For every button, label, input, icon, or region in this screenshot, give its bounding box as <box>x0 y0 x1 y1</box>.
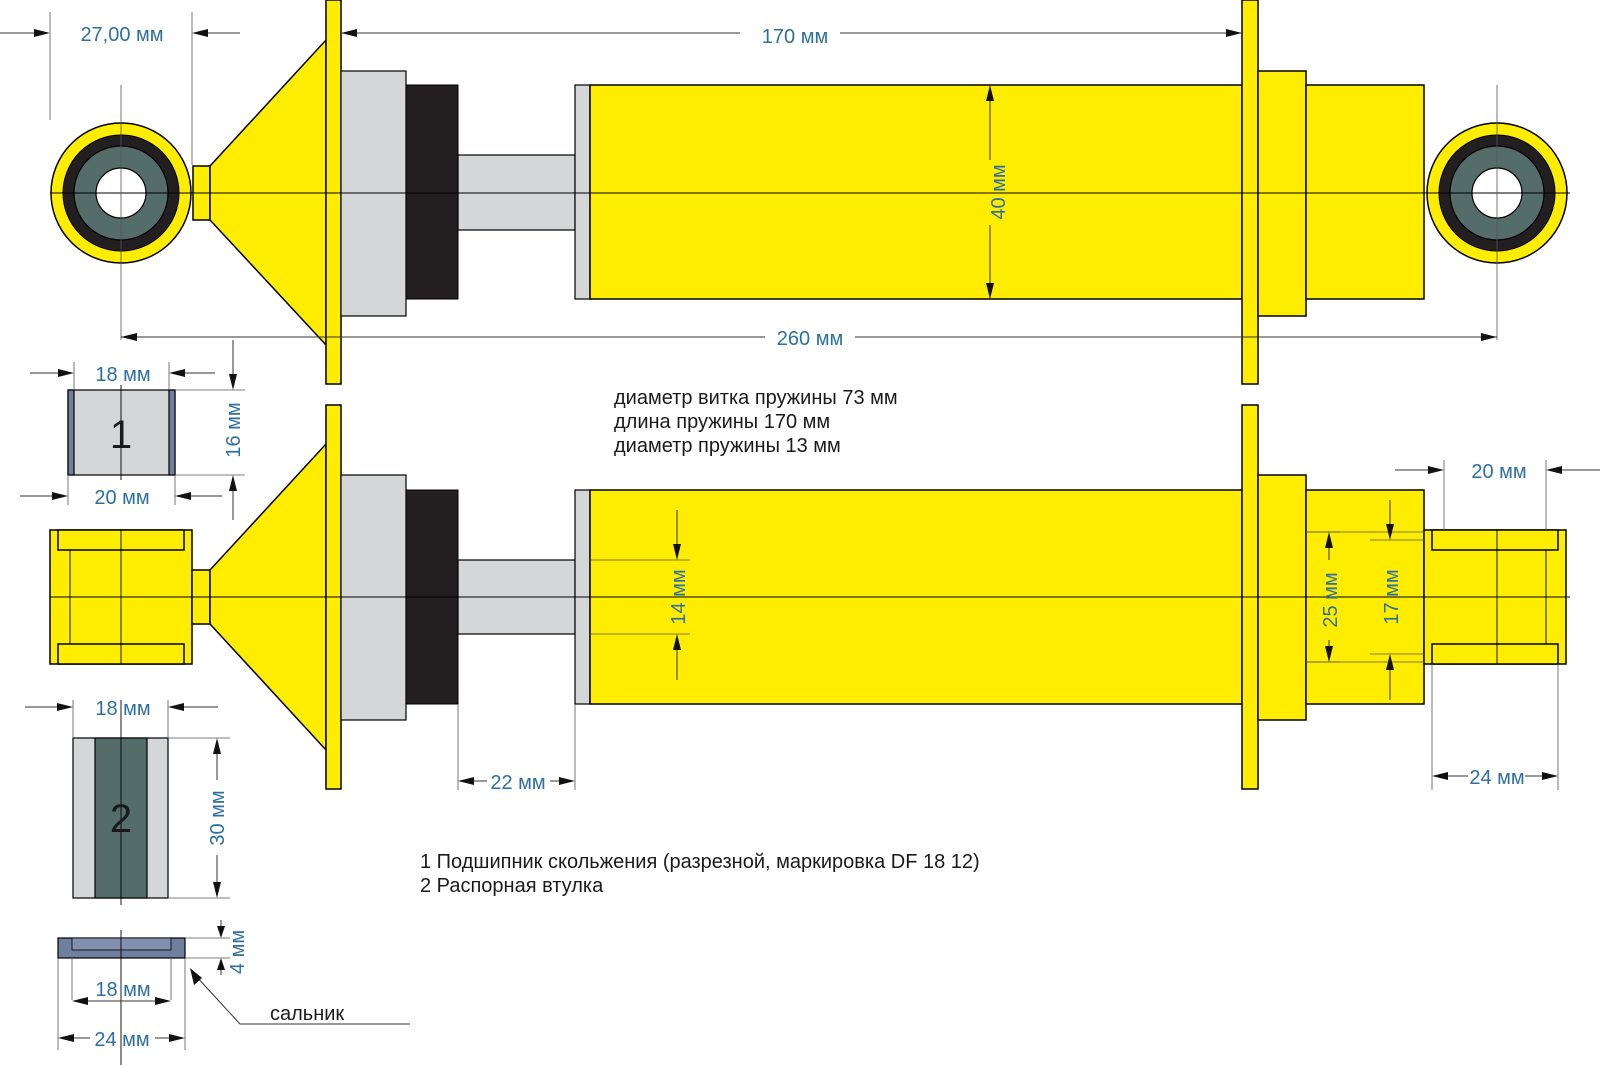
part-1-bearing <box>68 385 175 480</box>
dim-17: 17 мм <box>1381 569 1403 625</box>
spring-notes <box>614 387 898 457</box>
dim-18-spacer: 18 мм <box>95 698 151 720</box>
dim-25: 25 мм <box>1320 572 1342 628</box>
side-view <box>50 405 1570 789</box>
dim-24-end: 24 мм <box>1469 767 1525 789</box>
dim-170: 170 мм <box>761 26 829 48</box>
dim-30: 30 мм <box>207 790 229 846</box>
dim-27: 27,00 мм <box>80 24 164 46</box>
part-2-number: 2 <box>109 797 133 841</box>
part-2-spacer <box>73 700 168 905</box>
legend-item-1: 1 Подшипник скольжения (разрезной, маркировка DF 18 12) <box>420 851 980 873</box>
dim-14: 14 мм <box>668 569 690 625</box>
dim-22: 22 мм <box>490 772 546 794</box>
dim-18-seal: 18 мм <box>95 979 151 1001</box>
part-1-number: 1 <box>109 413 133 457</box>
spring-note-wire: диаметр пружины 13 мм <box>614 435 841 457</box>
top-view <box>50 0 1570 384</box>
seal-callout: сальник <box>270 1003 345 1025</box>
dim-24-seal: 24 мм <box>94 1029 150 1051</box>
parts-legend <box>420 851 980 897</box>
dim-260: 260 мм <box>776 328 844 350</box>
dim-4: 4 мм <box>227 929 249 975</box>
dim-20-bearing: 20 мм <box>94 487 150 509</box>
dim-16: 16 мм <box>223 402 245 458</box>
spring-note-length: длина пружины 170 мм <box>614 411 831 433</box>
dim-40: 40 мм <box>988 164 1010 220</box>
spring-note-coil: диаметр витка пружины 73 мм <box>614 387 898 409</box>
dim-20-end: 20 мм <box>1471 461 1527 483</box>
legend-item-2: 2 Распорная втулка <box>420 875 604 897</box>
dim-18-bearing: 18 мм <box>95 364 151 386</box>
